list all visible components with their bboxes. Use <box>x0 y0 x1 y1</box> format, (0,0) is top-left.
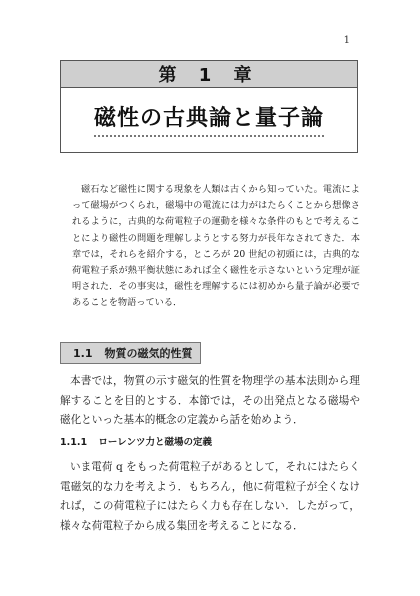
chapter-label: 第 1 章 <box>60 60 358 88</box>
chapter-title-box <box>60 86 358 153</box>
page-number: 1 <box>343 35 350 46</box>
section-paragraph: 本書では，物質の示す磁気的性質を物理学の基本法則から理解することを目的とする．本節では，その出発点となる磁場や磁化といった基本的概念の定義から話を始めよう． <box>60 375 360 426</box>
section-number: 1.1 <box>73 346 93 360</box>
section-heading <box>60 342 201 364</box>
subsection-heading <box>60 434 212 448</box>
chapter-title: 磁性の古典論と量子論 <box>94 101 324 137</box>
section-title: 物質の磁気的性質 <box>104 347 193 360</box>
subsection-number: 1.1.1 <box>60 437 88 448</box>
subsection-paragraph: いま電荷 q をもった荷電粒子があるとして，それにはたらく電磁気的な力を考えよう．もちろん，他に荷電粒子が全くなければ，この荷電粒子にはたらく力も存在しない．したがって，様々な荷電粒子から成る集団を考えることになる． <box>60 461 360 532</box>
chapter-intro: 磁石など磁性に関する現象を人類は古くから知っていた。電流によって磁場がつくられ，磁場中の電流には力がはたらくことから想像されるように，古典的な荷電粒子の運動を様々な条件のもとで考えることにより磁性の問題を理解しようとする努力が長年なされてきた．本章では，それらを紹介する，ところが 20 世紀の初頭には，古典的な荷電粒子系が熱平衡状態にあれば全く磁性を示さないという定理が証明された．その事実は，磁性を理解するには初めから量子論が必要であることを物語っている． <box>72 184 360 309</box>
subsection-title: ローレンツ力と磁場の定義 <box>98 437 212 448</box>
